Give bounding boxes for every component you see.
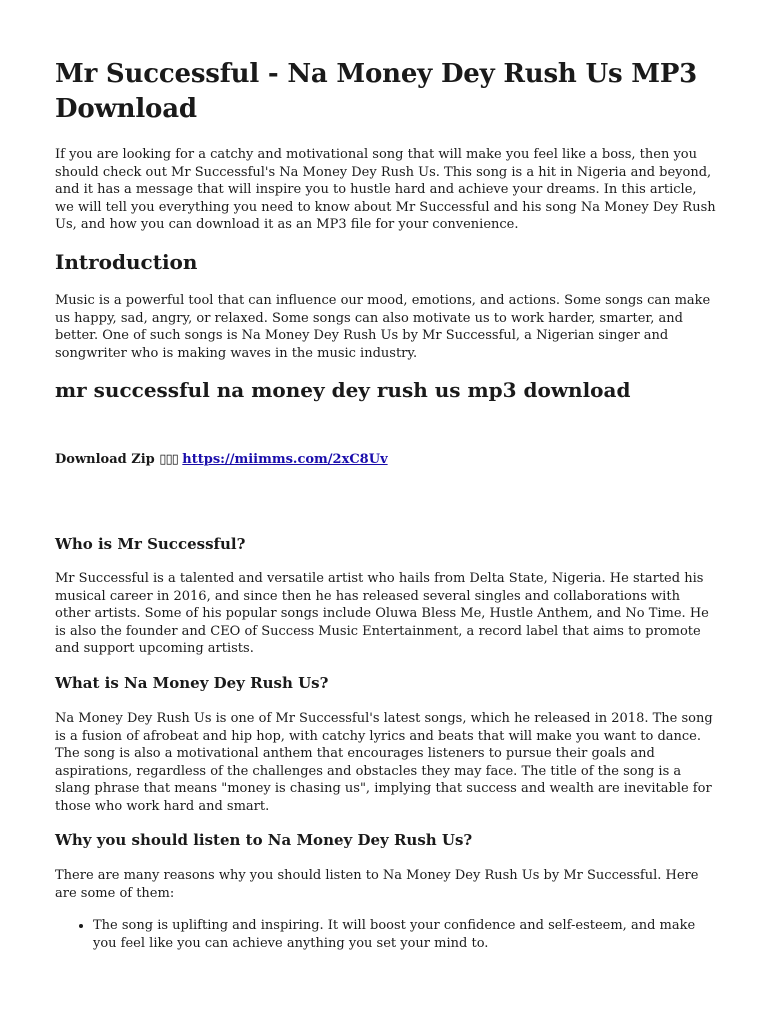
download-link[interactable]: https://miimms.com/2xC8Uv [182,452,388,467]
download-glyphs: ▯▯▯ [159,452,178,467]
what-heading: What is Na Money Dey Rush Us? [55,674,329,692]
introduction-paragraph: Music is a powerful tool that can influence our mood, emotions, and actions. Some songs can make us happy, sad, angry, or relaxed. Some songs can also motivate us to work harder, smarter, and better. One of such songs is Na Money Dey Rush Us by Mr Successful, a Nigerian singer and songwriter who is making waves in the music industry. [55,293,711,361]
list-item: • The song is uplifting and inspiring. It will boost your confidence and self-esteem, and make you feel like you can achieve anything you set your mind to. [93,917,717,952]
page-title: Mr Successful - Na Money Dey Rush Us MP3 Download [55,59,698,124]
introduction-heading: Introduction [55,250,198,274]
why-heading: Why you should listen to Na Money Dey Rush Us? [55,831,473,849]
download-label: Download Zip [55,452,155,467]
who-heading: Who is Mr Successful? [55,535,246,553]
who-paragraph: Mr Successful is a talented and versatile artist who hails from Delta State, Nigeria. He started his musical career in 2016, and since then he has released several singles and collaborations with other artists. Some of his popular songs include Oluwa Bless Me, Hustle Anthem, and No Time. He is also the founder and CEO of Success Music Entertainment, a record label that aims to promote and support upcoming artists. [55,571,709,657]
intro-paragraph: If you are looking for a catchy and motivational song that will make you feel like a boss, then you should check out Mr Successful's Na Money Dey Rush Us. This song is a hit in Nigeria and beyond, and it has a message that will inspire you to hustle hard and achieve your dreams. In this article, we will tell you everything you need to know about Mr Successful and his song Na Money Dey Rush Us, and how you can download it as an MP3 file for your convenience. [55,147,716,233]
keyword-heading: mr successful na money dey rush us mp3 download [55,378,631,402]
why-paragraph: There are many reasons why you should listen to Na Money Dey Rush Us by Mr Successful. Here are some of them: [55,868,699,901]
what-paragraph: Na Money Dey Rush Us is one of Mr Successful's latest songs, which he released in 2018. The song is a fusion of afrobeat and hip hop, with catchy lyrics and beats that will make you want to dance. The song is also a motivational anthem that encourages listeners to pursue their goals and aspirations, regardless of the challenges and obstacles they may face. The title of the song is a slang phrase that means "money is chasing us", implying that success and wealth are inevitable for those who work hard and smart. [55,711,713,814]
download-line [55,451,717,469]
reasons-list [55,917,717,952]
